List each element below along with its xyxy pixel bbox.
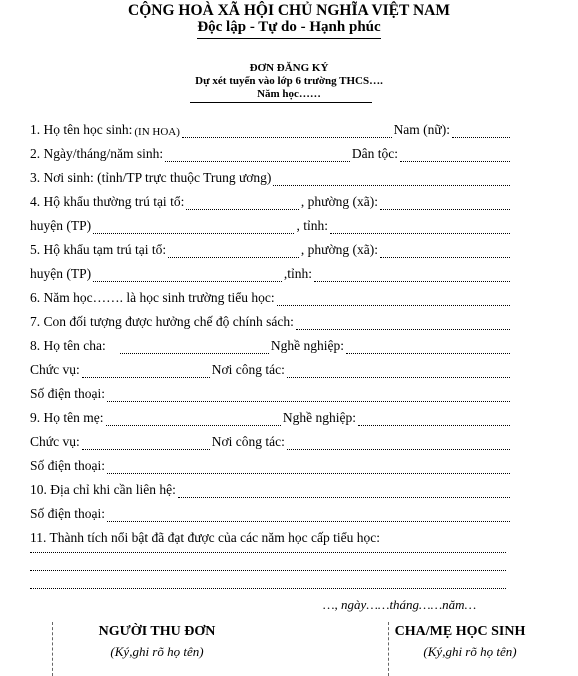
label: Chức vụ: bbox=[30, 362, 80, 377]
field-mother-phone bbox=[30, 458, 512, 474]
blank[interactable] bbox=[287, 365, 510, 378]
label: 8. Họ tên cha: bbox=[30, 338, 106, 353]
achievement-line[interactable] bbox=[30, 552, 506, 553]
field-contact-phone bbox=[30, 506, 512, 522]
form-school-year: Năm học…… bbox=[257, 88, 321, 100]
blank[interactable] bbox=[273, 173, 510, 186]
field-father-name bbox=[30, 338, 512, 354]
field-permanent-district bbox=[30, 218, 512, 234]
label: 3. Nơi sinh: (tỉnh/TP trực thuộc Trung ương) bbox=[30, 170, 272, 185]
label: , phường (xã): bbox=[300, 242, 378, 257]
field-contact-address bbox=[30, 482, 512, 498]
label: Số điện thoại: bbox=[30, 506, 105, 521]
blank[interactable] bbox=[296, 317, 510, 330]
blank[interactable] bbox=[93, 269, 282, 282]
blank[interactable] bbox=[277, 293, 510, 306]
field-student-name bbox=[30, 122, 512, 138]
field-mother-name bbox=[30, 410, 512, 426]
label: 7. Con đối tượng được hưởng chế độ chính sách: bbox=[30, 314, 294, 329]
label: Số điện thoại: bbox=[30, 458, 105, 473]
label: 4. Hộ khẩu thường trú tại tổ: bbox=[30, 194, 185, 209]
label: Dân tộc: bbox=[351, 146, 398, 161]
blank[interactable] bbox=[120, 341, 269, 354]
date-line: …, ngày……tháng……năm… bbox=[323, 597, 477, 612]
field-primary-school bbox=[30, 290, 512, 306]
label: 5. Hộ khẩu tạm trú tại tổ: bbox=[30, 242, 167, 257]
label: Nơi công tác: bbox=[211, 362, 285, 377]
label: huyện (TP) bbox=[30, 218, 92, 233]
blank[interactable] bbox=[400, 149, 510, 162]
label: huyện (TP) bbox=[30, 266, 92, 281]
achievement-line[interactable] bbox=[30, 588, 506, 589]
blank[interactable] bbox=[107, 389, 510, 402]
label: Nghề nghiệp: bbox=[282, 410, 356, 425]
label: 2. Ngày/tháng/năm sinh: bbox=[30, 146, 164, 161]
field-mother-position bbox=[30, 434, 512, 450]
blank[interactable] bbox=[186, 197, 299, 210]
receiver-title: NGƯỜI THU ĐƠN bbox=[98, 624, 216, 639]
label: 1. Họ tên học sinh: bbox=[30, 122, 133, 137]
parent-title: CHA/MẸ HỌC SINH bbox=[394, 624, 526, 639]
blank[interactable] bbox=[82, 437, 210, 450]
field-father-position bbox=[30, 362, 512, 378]
blank[interactable] bbox=[82, 365, 210, 378]
blank[interactable] bbox=[107, 509, 510, 522]
form-subtitle: Dự xét tuyển vào lớp 6 trường THCS…. bbox=[195, 75, 383, 87]
blank[interactable] bbox=[168, 245, 299, 258]
field-birthplace bbox=[30, 170, 512, 186]
label: Nghề nghiệp: bbox=[270, 338, 344, 353]
motto-text: Độc lập - Tự do - Hạnh phúc bbox=[197, 19, 380, 39]
label: 6. Năm học……. là học sinh trường tiểu học: bbox=[30, 290, 275, 305]
label: , tỉnh: bbox=[296, 218, 328, 233]
blank[interactable] bbox=[330, 221, 510, 234]
field-temporary-address bbox=[30, 242, 512, 258]
blank[interactable] bbox=[182, 125, 392, 138]
achievement-line[interactable] bbox=[30, 570, 506, 571]
form-title: ĐƠN ĐĂNG KÝ bbox=[249, 62, 329, 74]
blank[interactable] bbox=[452, 125, 510, 138]
field-permanent-address bbox=[30, 194, 512, 210]
label: Nơi công tác: bbox=[211, 434, 285, 449]
nation-heading: CỘNG HOÀ XÃ HỘI CHỦ NGHĨA VIỆT NAM bbox=[128, 2, 450, 19]
divider bbox=[190, 102, 372, 103]
blank[interactable] bbox=[380, 197, 510, 210]
blank[interactable] bbox=[380, 245, 510, 258]
note: (IN HOA) bbox=[134, 126, 180, 138]
blank[interactable] bbox=[93, 221, 294, 234]
field-achievements: 11. Thành tích nổi bật đã đạt được của các năm học cấp tiểu học: bbox=[30, 530, 380, 545]
receiver-note: (Ký,ghi rõ họ tên) bbox=[110, 644, 204, 659]
blank[interactable] bbox=[165, 149, 350, 162]
label: Nam (nữ): bbox=[393, 122, 450, 137]
label: Số điện thoại: bbox=[30, 386, 105, 401]
label: Chức vụ: bbox=[30, 434, 80, 449]
field-policy bbox=[30, 314, 512, 330]
field-birthdate bbox=[30, 146, 512, 162]
field-father-phone bbox=[30, 386, 512, 402]
label: 10. Địa chỉ khi cần liên hệ: bbox=[30, 482, 176, 497]
label: 9. Họ tên mẹ: bbox=[30, 410, 104, 425]
blank[interactable] bbox=[358, 413, 510, 426]
blank[interactable] bbox=[178, 485, 510, 498]
label: , phường (xã): bbox=[300, 194, 378, 209]
blank[interactable] bbox=[346, 341, 510, 354]
parent-note: (Ký,ghi rõ họ tên) bbox=[423, 644, 517, 659]
field-temporary-district bbox=[30, 266, 512, 282]
blank[interactable] bbox=[287, 437, 510, 450]
blank[interactable] bbox=[106, 413, 281, 426]
blank[interactable] bbox=[314, 269, 510, 282]
blank[interactable] bbox=[107, 461, 510, 474]
label: ,tỉnh: bbox=[283, 266, 312, 281]
motto-heading bbox=[0, 19, 578, 39]
